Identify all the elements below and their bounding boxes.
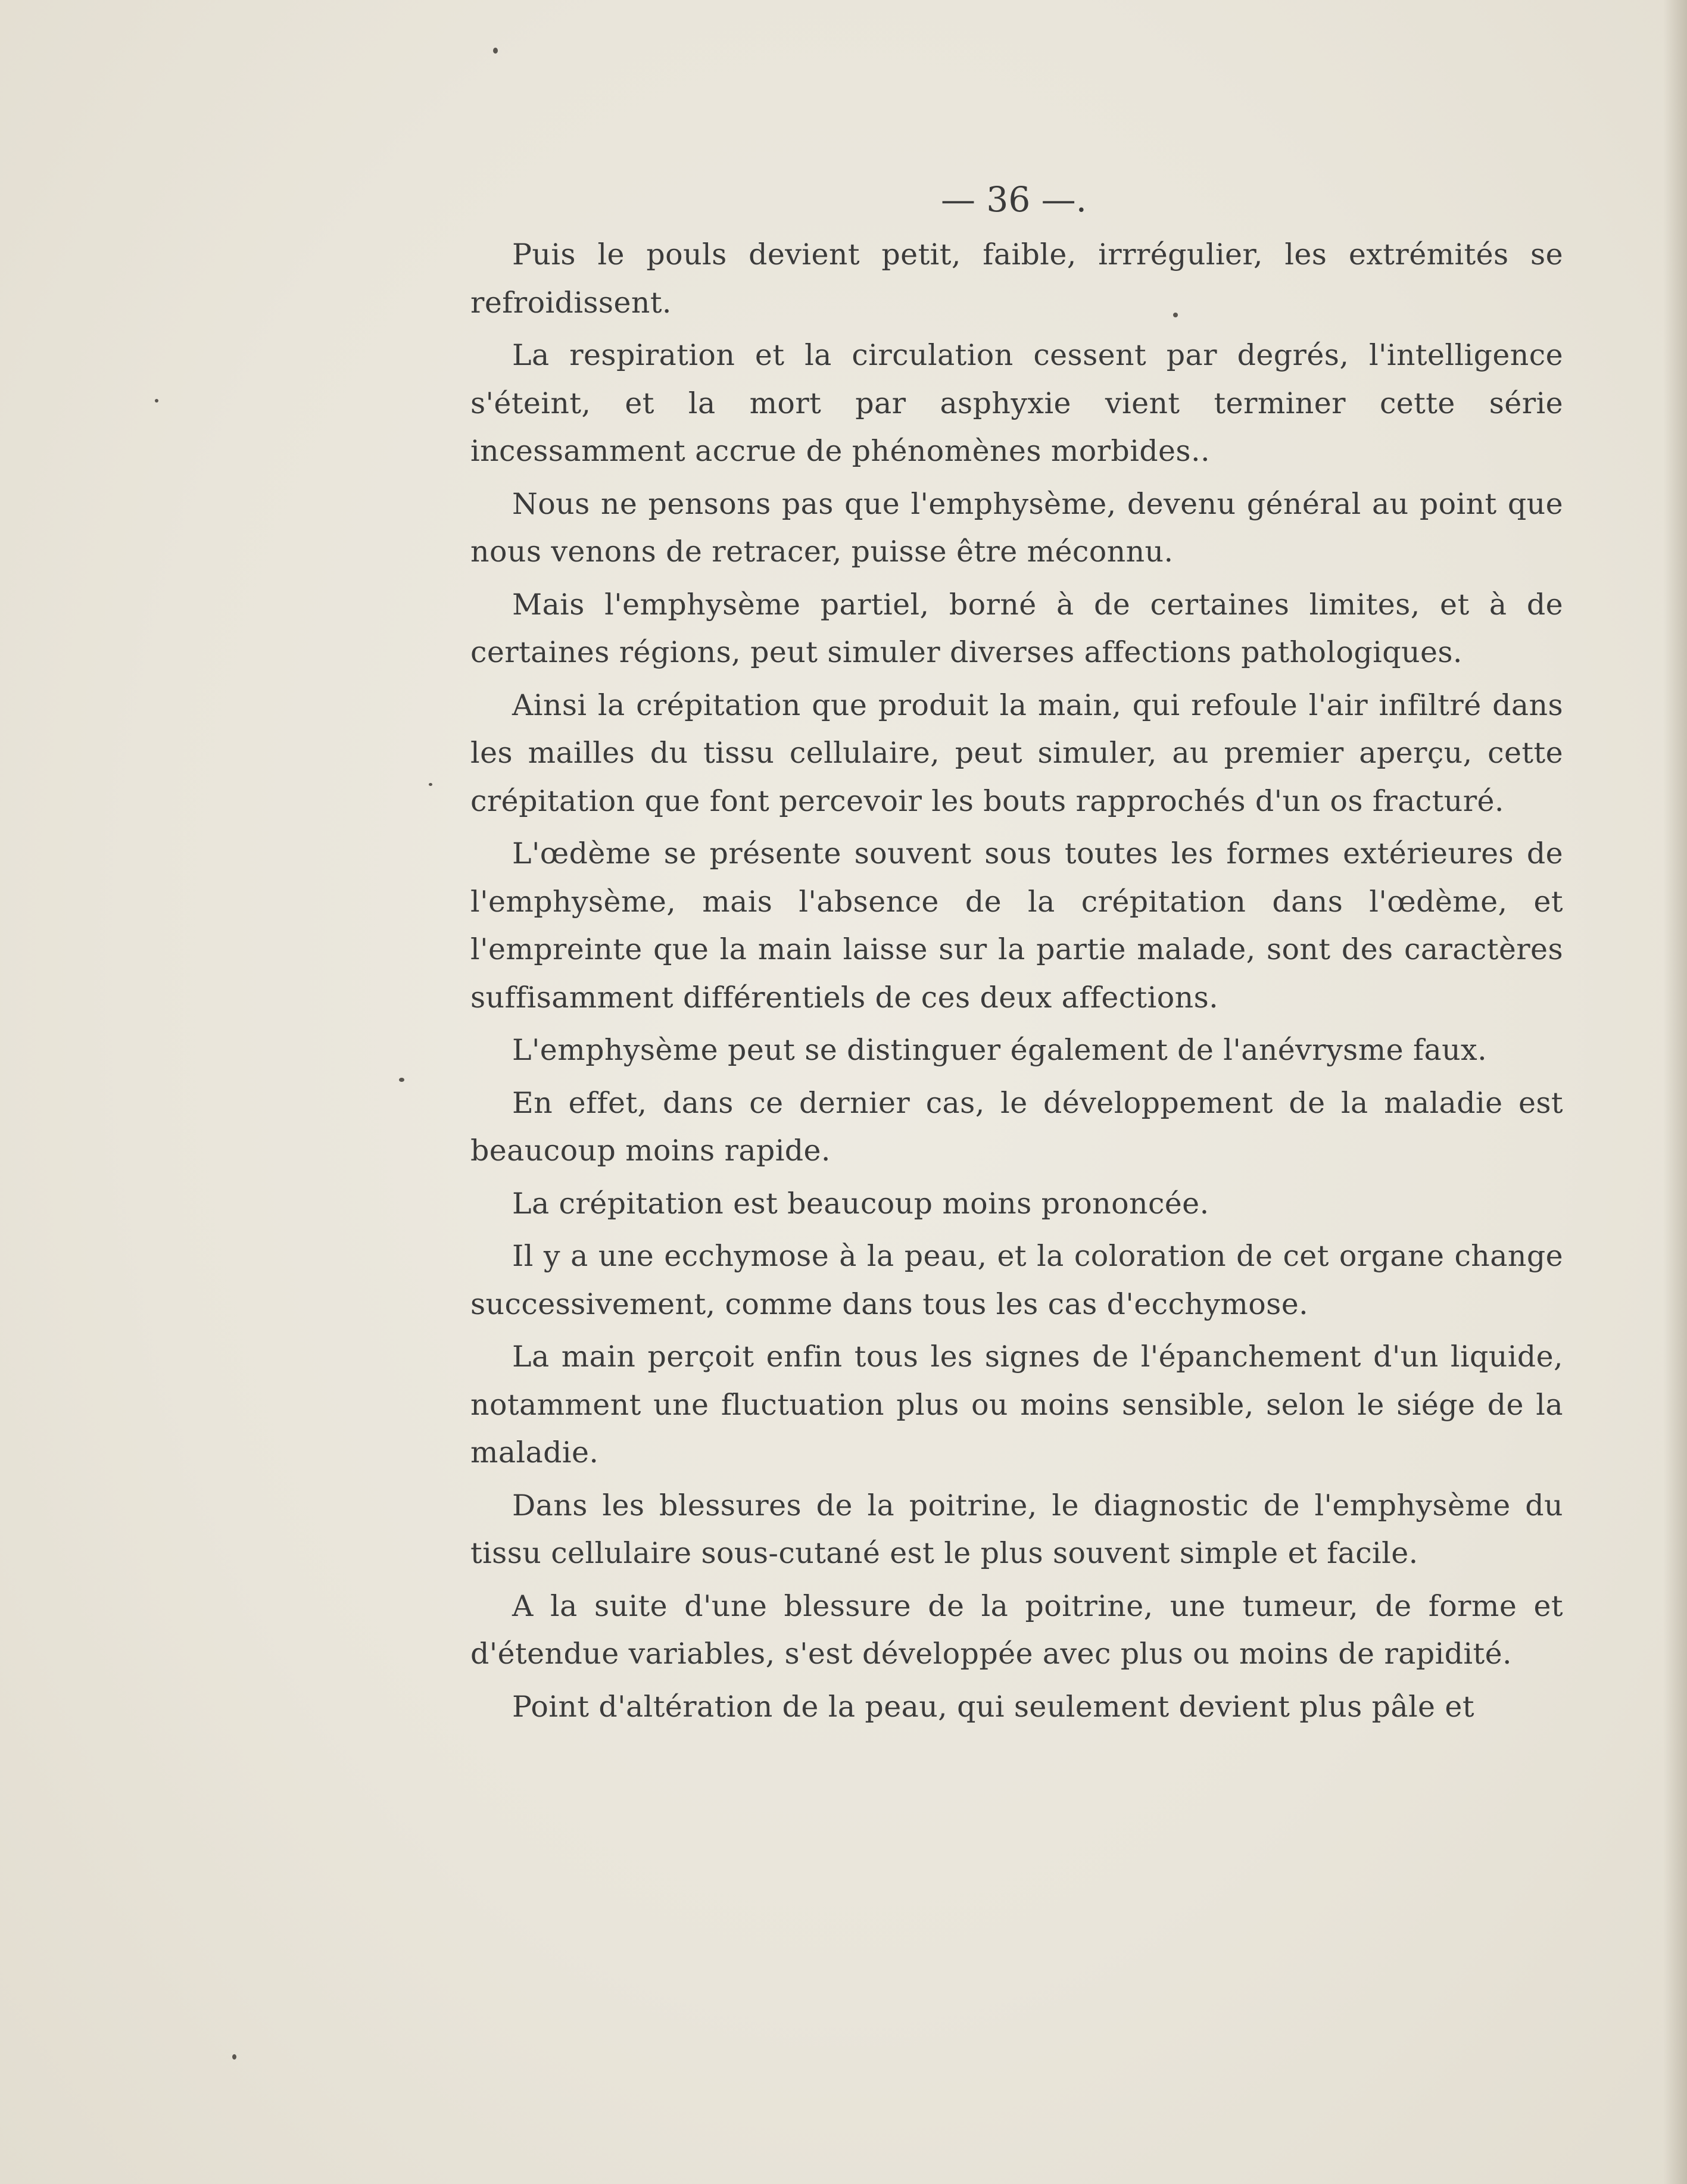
paragraph: Nous ne pensons pas que l'emphysème, devenu général au point que nous venons de retracer, puisse être méconnu. [470, 486, 1563, 569]
page-number: — 36 —. [941, 179, 1087, 220]
page-edge-shadow [1663, 0, 1687, 2184]
paragraph: La main perçoit enfin tous les signes de l'épanchement d'un liquide, notamment une fluctuation plus ou moins sensible, selon le siége de la maladie. [470, 1340, 1563, 1469]
paragraph: Mais l'emphysème partiel, borné à de certaines limites, et à de certaines régions, peut simuler diverses affections pathologiques. [470, 587, 1563, 669]
paragraph: La crépitation est beaucoup moins prononcée. [512, 1186, 1209, 1221]
body-text [470, 231, 1563, 1736]
paper-speck [232, 2054, 236, 2060]
paragraph: L'œdème se présente souvent sous toutes les formes extérieures de l'emphysème, mais l'absence de la crépitation dans l'œdème, et l'empreinte que la main laisse sur la partie malade, sont des caractères suffisamment différentiels de ces deux affections. [470, 837, 1563, 1015]
paragraph: L'emphysème peut se distinguer également de l'anévrysme faux. [512, 1033, 1488, 1067]
paper-speck [399, 1078, 404, 1082]
paragraph: Point d'altération de la peau, qui seulement devient plus pâle et [512, 1689, 1474, 1724]
paragraph: En effet, dans ce dernier cas, le développement de la maladie est beaucoup moins rapide. [470, 1085, 1563, 1168]
paper-speck [429, 783, 432, 786]
paragraph: La respiration et la circulation cessent par degrés, l'intelligence s'éteint, et la mort par asphyxie vient terminer cette série incessamment accrue de phénomènes morbides.. [470, 338, 1563, 468]
paper-speck [1173, 313, 1178, 317]
paragraph: A la suite d'une blessure de la poitrine, une tumeur, de forme et d'étendue variables, s'est développée avec plus ou moins de rapidité. [470, 1589, 1563, 1671]
paragraph: Puis le pouls devient petit, faible, irrrégulier, les extrémités se refroidissent. [470, 238, 1563, 320]
paper-speck [155, 399, 158, 403]
paragraph: Dans les blessures de la poitrine, le diagnostic de l'emphysème du tissu cellulaire sous-cutané est le plus souvent simple et facile. [470, 1488, 1563, 1570]
paragraph: Il y a une ecchymose à la peau, et la coloration de cet organe change successivement, comme dans tous les cas d'ecchymose. [470, 1239, 1563, 1321]
paragraph: Ainsi la crépitation que produit la main, qui refoule l'air infiltré dans les mailles du tissu cellulaire, peut simuler, au premier aperçu, cette crépitation que font percevoir les bouts rapprochés d'un os fracturé. [470, 688, 1563, 818]
paper-speck [493, 48, 498, 54]
